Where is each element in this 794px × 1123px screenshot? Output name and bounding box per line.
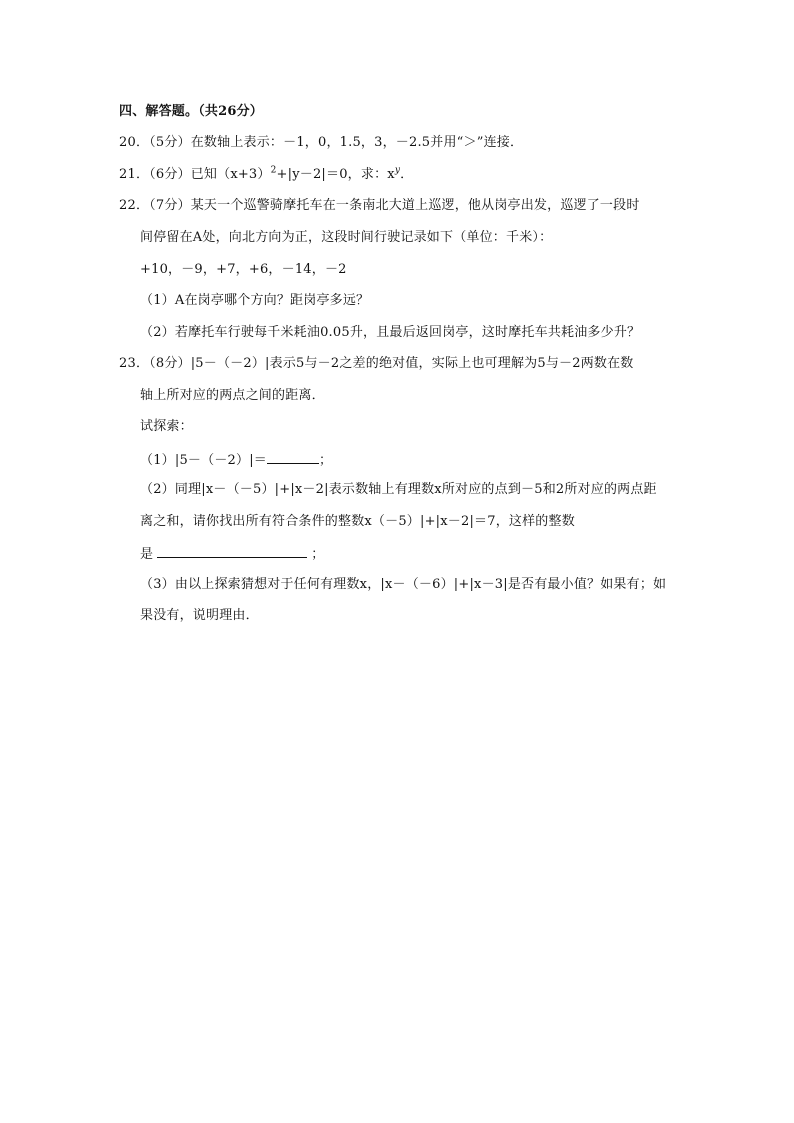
question-23-sub2-line3-prefix: 是 [140, 547, 154, 562]
question-21-exponent-y: y [394, 165, 401, 176]
question-21-end: ． [400, 167, 414, 182]
question-23-sub1-prefix: （1）|5－（－2）|＝ [140, 453, 267, 468]
question-23-sub3-line2: 果没有，说明理由． [140, 608, 259, 623]
question-21 [119, 166, 413, 184]
question-22-line2: 间停留在A处，向北方向为正，这段时间行驶记录如下（单位：千米）： [140, 230, 553, 245]
question-22-line1: 22．（7分）某天一个巡警骑摩托车在一条南北大道上巡逻，他从岗亭出发，巡逻了一段时 [119, 198, 640, 213]
question-23-line2: 轴上所对应的两点之间的距离． [140, 388, 325, 403]
question-20: 20．（5分）在数轴上表示：－1，0，1.5，3，－2.5并用“＞”连接． [119, 135, 524, 150]
question-23-sub1 [140, 450, 332, 470]
answer-blank-2[interactable] [157, 544, 307, 558]
question-23-sub2-line2: 离之和，请你找出所有符合条件的整数x（－5）|+|x－2|＝7，这样的整数 [140, 514, 575, 529]
question-23-sub2-line1: （2）同理|x－（－5）|+|x－2|表示数轴上有理数x所对应的点到－5和2所对应的两点距 [140, 482, 657, 497]
question-21-suffix: +|y－2|＝0，求：x [276, 167, 395, 182]
question-23-sub3-line1: （3）由以上探索猜想对于任何有理数x，|x－（－6）|+|x－3|是否有最小值？如果有；如 [140, 577, 667, 592]
question-21-exponent: 2 [270, 165, 277, 176]
question-22-record: +10，－9，+7，+6，－14，－2 [140, 262, 347, 277]
question-23-sub2-line3-suffix: ； [311, 547, 325, 562]
question-23-explore: 试探索： [140, 419, 193, 434]
answer-blank-1[interactable] [267, 450, 319, 464]
question-22-sub2: （2）若摩托车行驶每千米耗油0.05升，且最后返回岗亭，这时摩托车共耗油多少升？ [140, 325, 641, 340]
question-22-sub1: （1）A在岗亭哪个方向？距岗亭多远？ [140, 293, 370, 308]
question-23-line1: 23．（8分）|5－（－2）|表示5与－2之差的绝对值，实际上也可理解为5与－2两数在数 [119, 356, 634, 371]
question-21-prefix: 21．（6分）已知（x+3） [119, 167, 271, 182]
question-23-sub1-suffix: ； [318, 453, 333, 468]
question-23-sub2-line3 [140, 544, 324, 564]
section-heading: 四、解答题。（共26分） [119, 104, 263, 119]
